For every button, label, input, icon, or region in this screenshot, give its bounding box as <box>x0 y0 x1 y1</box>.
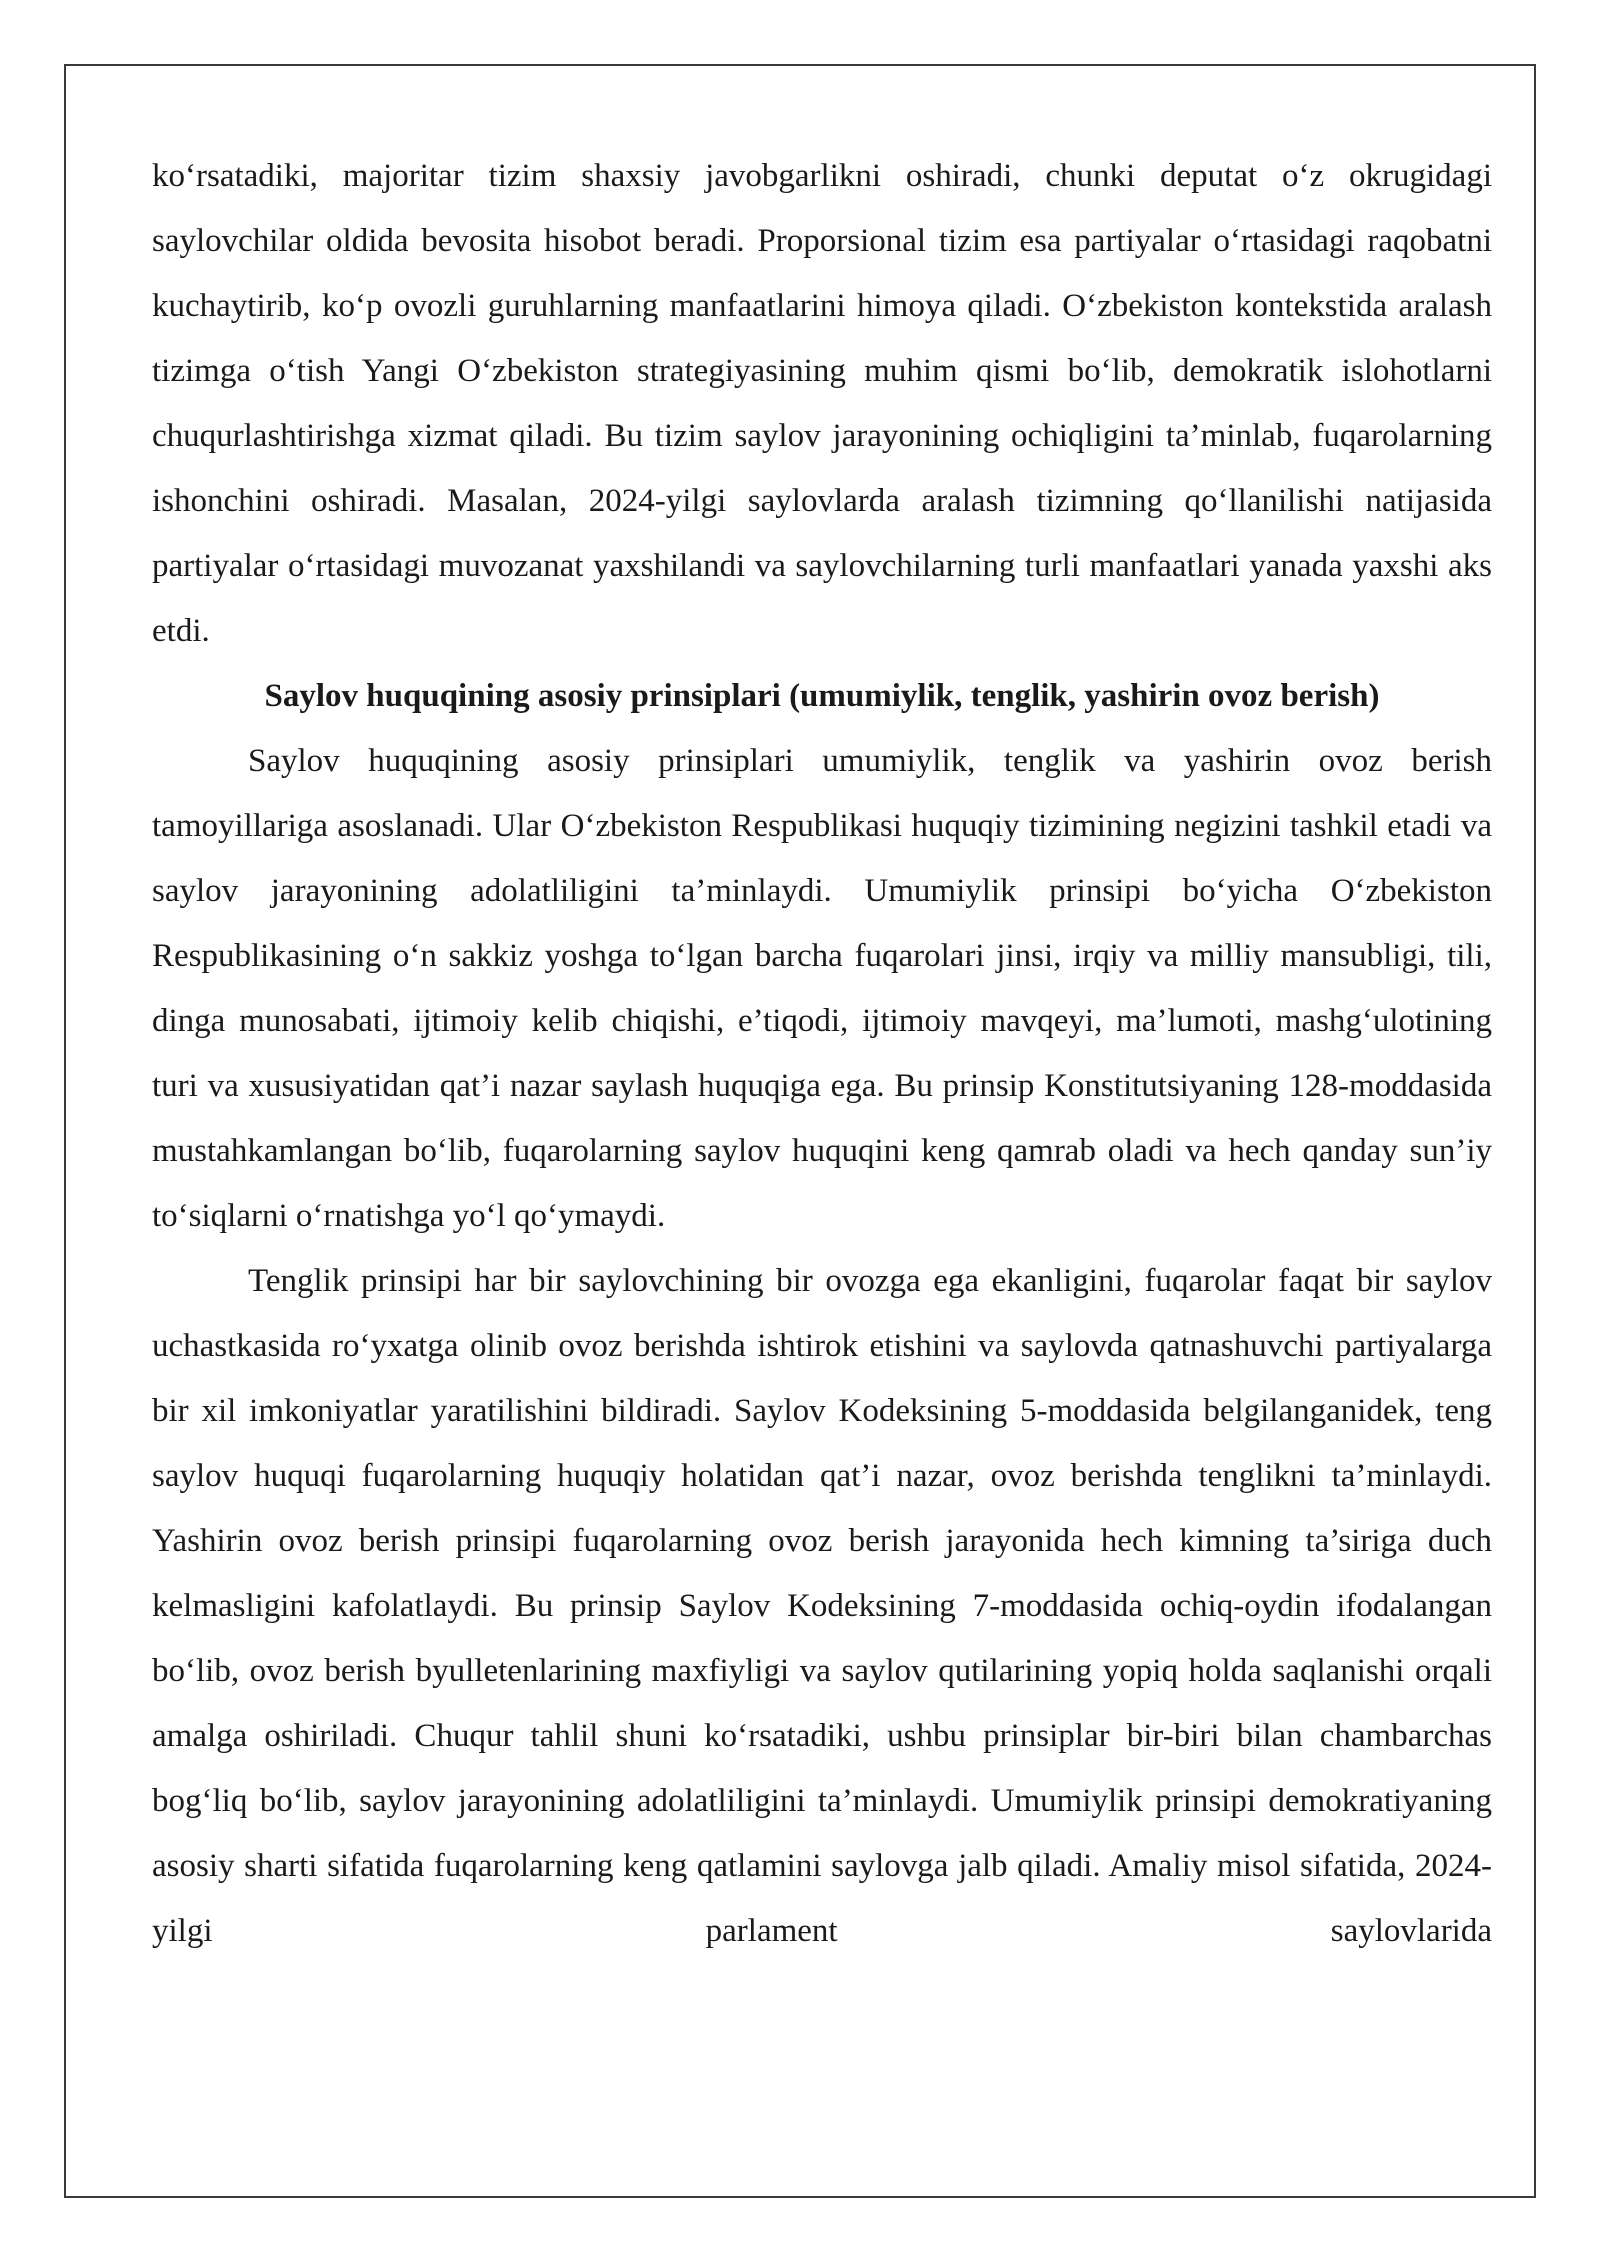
paragraph-continued: ko‘rsatadiki, majoritar tizim shaxsiy javobgarlikni oshiradi, chunki deputat o‘z okrugidagi saylovchilar oldida bevosita hisobot beradi. Proporsional tizim esa partiyalar o‘rtasidagi raqobatni kuchaytirib, ko‘p ovozli guruhlarning manfaatlarini himoya qiladi. O‘zbekiston kontekstida aralash tizimga o‘tish Yangi O‘zbekiston strategiyasining muhim qismi bo‘lib, demokratik islohotlarni chuqurlashtirishga xizmat qiladi. Bu tizim saylov jarayonining ochiqligini ta’minlab, fuqarolarning ishonchini oshiradi. Masalan, 2024-yilgi saylovlarda aralash tizimning qo‘llanilishi natijasida partiyalar o‘rtasidagi muvozanat yaxshilandi va saylovchilarning turli manfaatlari yanada yaxshi aks etdi. <box>152 158 1492 649</box>
document-body <box>152 144 1492 1964</box>
paragraph-equality: Tenglik prinsipi har bir saylovchining bir ovozga ega ekanligini, fuqarolar faqat bir saylov uchastkasida ro‘yxatga olinib ovoz berishda ishtirok etishini va saylovda qatnashuvchi partiyalarga bir xil imkoniyatlar yaratilishini bildiradi. Saylov Kodeksining 5-moddasida belgilanganidek, teng saylov huquqi fuqarolarning huquqiy holatidan qat’i nazar, ovoz berishda tenglikni ta’minlaydi. Yashirin ovoz berish prinsipi fuqarolarning ovoz berish jarayonida hech kimning ta’siriga duch kelmasligini kafolatlaydi. Bu prinsip Saylov Kodeksining 7-moddasida ochiq-oydin ifodalangan bo‘lib, ovoz berish byulletenlarining maxfiyligi va saylov qutilarining yopiq holda saqlanishi orqali amalga oshiriladi. Chuqur tahlil shuni ko‘rsatadiki, ushbu prinsiplar bir-biri bilan chambarchas bog‘liq bo‘lib, saylov jarayonining adolatliligini ta’minlaydi. Umumiylik prinsipi demokratiyaning asosiy sharti sifatida fuqarolarning keng qatlamini saylovga jalb qiladi. Amaliy misol sifatida, 2024-yilgi parlament saylovlarida <box>152 1263 1492 1949</box>
section-heading: Saylov huquqining asosiy prinsiplari (umumiylik, tenglik, yashirin ovoz berish) <box>264 678 1380 714</box>
paragraph-principles: Saylov huquqining asosiy prinsiplari umumiylik, tenglik va yashirin ovoz berish tamoyillariga asoslanadi. Ular O‘zbekiston Respublikasi huquqiy tizimining negizini tashkil etadi va saylov jarayonining adolatliligini ta’minlaydi. Umumiylik prinsipi bo‘yicha O‘zbekiston Respublikasining o‘n sakkiz yoshga to‘lgan barcha fuqarolari jinsi, irqiy va milliy mansubligi, tili, dinga munosabati, ijtimoiy kelib chiqishi, e’tiqodi, ijtimoiy mavqeyi, ma’lumoti, mashg‘ulotining turi va xususiyatidan qat’i nazar saylash huquqiga ega. Bu prinsip Konstitutsiyaning 128-moddasida mustahkamlangan bo‘lib, fuqarolarning saylov huquqini keng qamrab oladi va hech qanday sun’iy to‘siqlarni o‘rnatishga yo‘l qo‘ymaydi. <box>152 743 1492 1234</box>
